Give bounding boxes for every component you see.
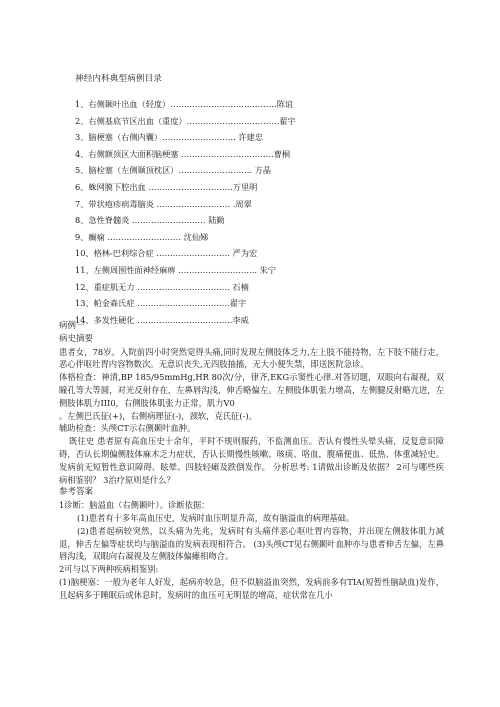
toc-item: 3、脑梗塞（右侧内囊）……………………… 许建忠 bbox=[75, 132, 263, 143]
basis-2: (2)患者起病较突然，以头痛为先兆，发病时有头痛伴恶心呕吐胃内容物，并出现左侧肢体肌力减退，伸舌左偏等症状均与脑溢血的发病表现相符合。 (3)头颅CT见右侧颞叶血肿亦与患者伸舌左偏，左鼻唇沟浅，双眼向右凝视及左侧肢体偏瘫相吻合。 bbox=[59, 525, 444, 562]
differential-1: (1)脑梗塞：一般为老年人好发，起病亦较急，但不似脑溢血突然，发病前多有TIA(短暂性脑缺血)发作，且起病多于睡眠后或休息时，发病时的血压可无明显的增高，症状常在几小 bbox=[59, 576, 444, 600]
toc-item: 5、脑栓塞（左侧颞顶枕区）……………………… 方晶 bbox=[75, 165, 272, 176]
aux-exam: 辅助检查：头颅CT示右侧颞叶血肿。 bbox=[59, 423, 196, 434]
signs-paragraph: 。左侧巴氏征(+)，右侧病理征(-)，颈软，克氏征(-)。 bbox=[59, 410, 257, 421]
toc-item: 2、右侧基底节区出血（重度）…………………………….翟宇 bbox=[75, 115, 296, 126]
toc-item: 12、重症肌无力 ……………………………. 石楠 bbox=[75, 281, 249, 292]
toc-title: 神经内科典型病例目录 bbox=[75, 74, 163, 84]
toc-item: 9、癫痫 ……………………… 沈仙娣 bbox=[75, 231, 209, 242]
diagnosis-line: 1诊断：脑溢血（右侧颞叶）。诊断依据： bbox=[59, 500, 210, 511]
basis-1: (1)患者有十多年高血压史，发病时血压明显升高，故有脑溢血的病理基础。 bbox=[77, 512, 355, 523]
case-title: 病例一 bbox=[59, 321, 85, 331]
toc-item: 13、帕金森氏症 …………………………….翟宇 bbox=[75, 298, 247, 309]
differential-heading: 2可与以下两种疾病相鉴别: bbox=[59, 564, 159, 575]
history-paragraph: 患者女，78岁。入院前四小时突然觉得头痛,同时发现左侧肢体乏力,左上肢不能持物，左下肢不能行走，恶心伴呕吐胃内容物数次。无意识丧失,无四肢抽搐，无大小便失禁，即送医院急诊。 bbox=[59, 346, 444, 370]
toc-item: 1、右侧颞叶出血（轻度）…………………………………陈谊 bbox=[75, 99, 294, 109]
summary-heading: 病史摘要 bbox=[59, 333, 94, 344]
toc-item: 10、格林-巴利综合症 ……………………… 严为宏 bbox=[75, 248, 258, 259]
case-section bbox=[59, 320, 444, 602]
toc-item: 7、带状疱疹病毒脑炎 ……………………… .周翠 bbox=[75, 198, 252, 209]
toc-item: 4、右侧额顶区大面积脑梗塞 …………………………….曹桐 bbox=[75, 148, 291, 159]
toc-item: 6、蛛网膜下腔出血 ………………………….万里明 bbox=[75, 181, 258, 192]
toc-item: 11、左侧周围性面神经麻痹 ……………………….. 朱宁 bbox=[75, 264, 276, 275]
exam-paragraph: 体格检查：神清,BP 185/95mmHg,HR 80次/分，律齐,EKG示窦性心律.对答切题，双眼向右凝视，双瞳孔等大等圆，对光反射存在，左鼻唇沟浅，伸舌略偏左。左侧肢体肌张力增高，左侧腱反射略亢进，左侧肢体肌力III0，右侧肢体肌张力正常，肌力V0 bbox=[59, 372, 444, 408]
past-history-paragraph: 既往史 患者原有高血压史十余年，平时不规则服药，不监测血压。否认有慢性头晕头痛，反复意识障碍，否认长期偏侧肢体麻木乏力症状，否认长期慢性咳嗽、咳痰、咯血，腹痛便血、低热、体重减轻史。发病前无短暂性意识障碍、眩晕、四肢轻瘫及跌倒发作。 分析思考: 1请做出诊断及依据？ 2可与哪些疾病相鉴别？ 3治疗原则是什么？ bbox=[59, 436, 444, 485]
toc-item: 8、急性脊髓炎 ……………………… 陆勤 bbox=[75, 215, 225, 226]
toc-item: 14、多发性硬化 ……………………………..李威 bbox=[75, 314, 249, 325]
answer-heading: 参考答案 bbox=[59, 487, 94, 498]
toc-list bbox=[75, 96, 415, 328]
